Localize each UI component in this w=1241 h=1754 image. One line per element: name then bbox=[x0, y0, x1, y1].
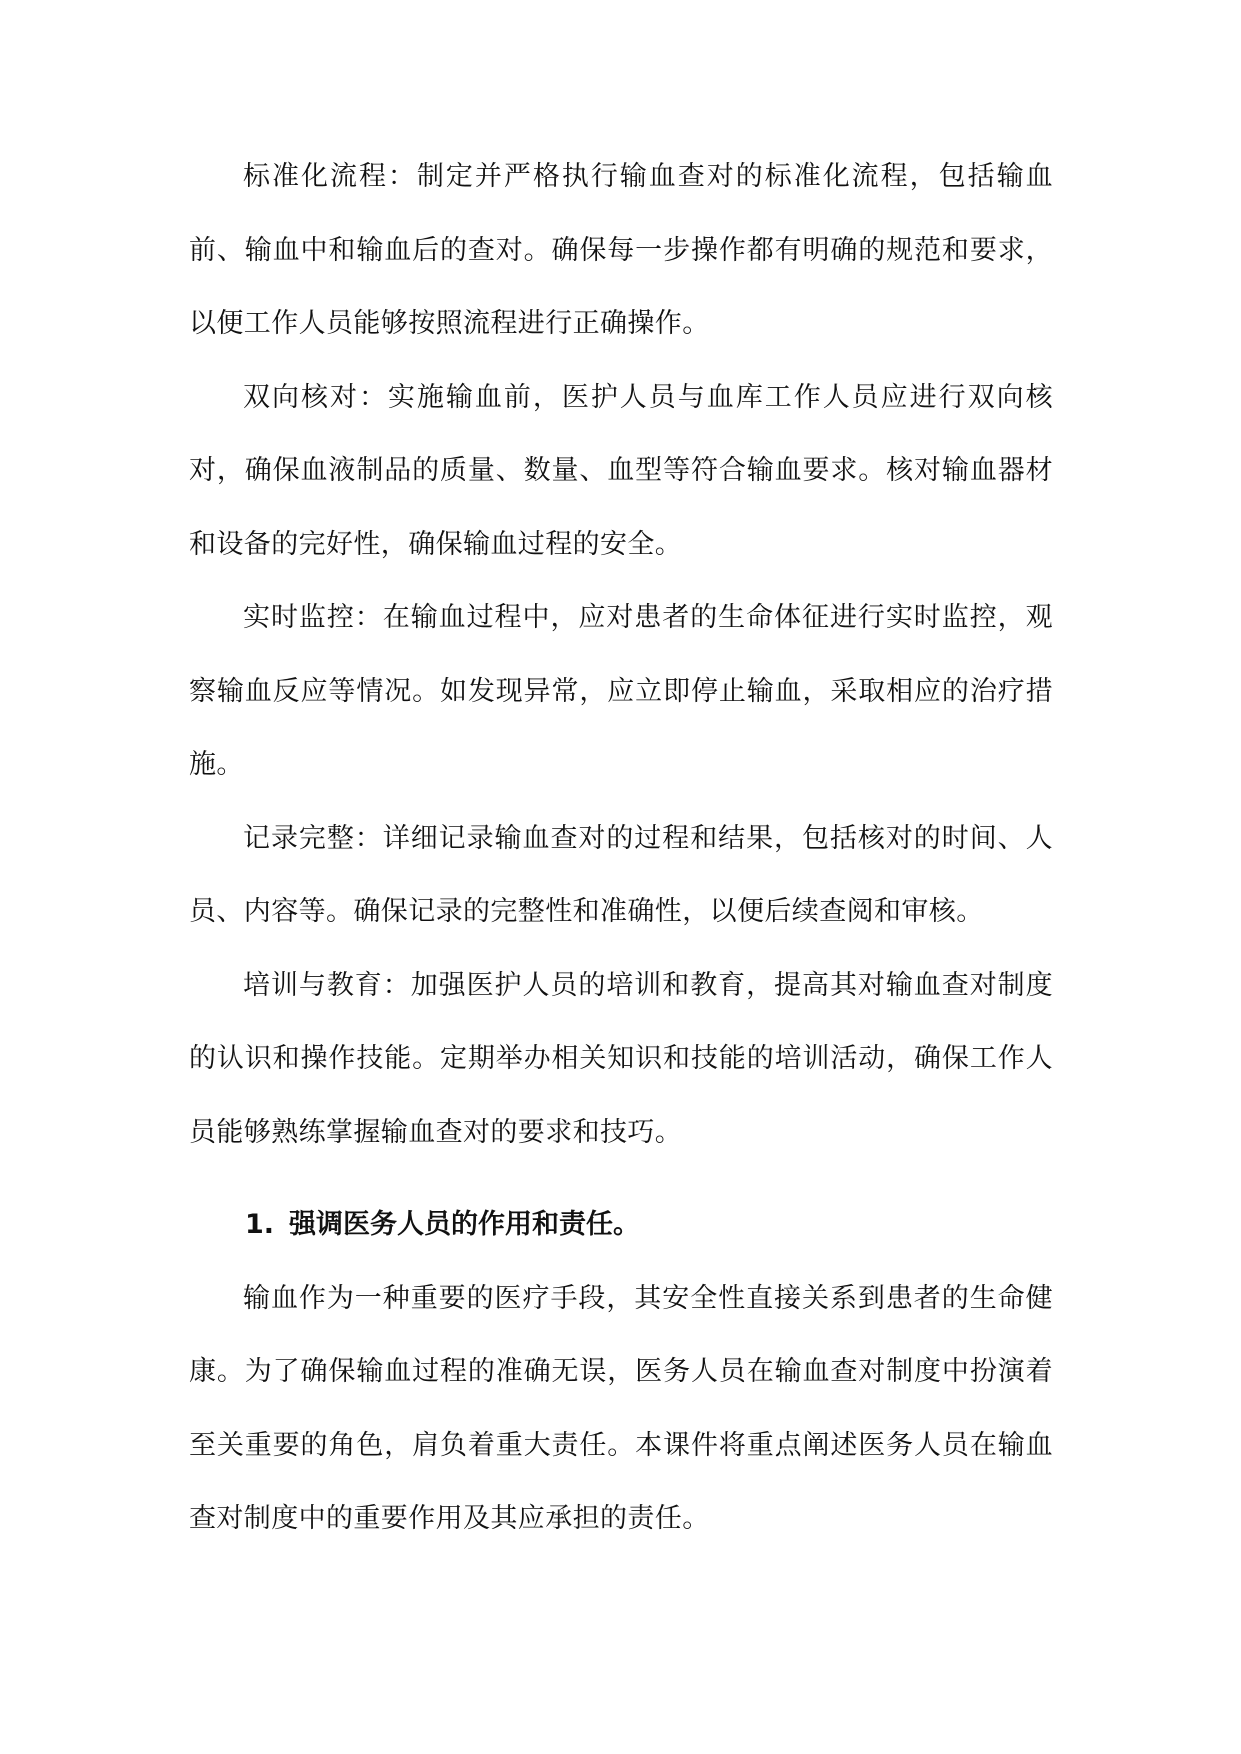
section-heading-number: 1. bbox=[245, 1209, 275, 1240]
document-body bbox=[189, 140, 1053, 1556]
paragraph-training-education: 培训与教育：加强医护人员的培训和教育，提高其对输血查对制度的认识和操作技能。定期举办相关知识和技能的培训活动，确保工作人员能够熟练掌握输血查对的要求和技巧。 bbox=[189, 969, 1053, 1148]
paragraph-two-way-check: 双向核对：实施输血前，医护人员与血库工作人员应进行双向核对，确保血液制品的质量、数量、血型等符合输血要求。核对输血器材和设备的完好性，确保输血过程的安全。 bbox=[189, 381, 1053, 560]
paragraph-standardized-process: 标准化流程：制定并严格执行输血查对的标准化流程，包括输血前、输血中和输血后的查对。确保每一步操作都有明确的规范和要求，以便工作人员能够按照流程进行正确操作。 bbox=[189, 161, 1053, 339]
section-heading-text: 强调医务人员的作用和责任。 bbox=[289, 1209, 640, 1240]
paragraph-real-time-monitoring: 实时监控：在输血过程中，应对患者的生命体征进行实时监控，观察输血反应等情况。如发现异常，应立即停止输血，采取相应的治疗措施。 bbox=[189, 602, 1053, 780]
paragraph-complete-records: 记录完整：详细记录输血查对的过程和结果，包括核对的时间、人员、内容等。确保记录的完整性和准确性，以便后续查阅和审核。 bbox=[189, 822, 1053, 927]
section-heading bbox=[189, 1188, 1053, 1262]
paragraph-section-intro: 输血作为一种重要的医疗手段，其安全性直接关系到患者的生命健康。为了确保输血过程的准确无误，医务人员在输血查对制度中扮演着至关重要的角色，肩负着重大责任。本课件将重点阐述医务人员在输血查对制度中的重要作用及其应承担的责任。 bbox=[189, 1282, 1053, 1534]
